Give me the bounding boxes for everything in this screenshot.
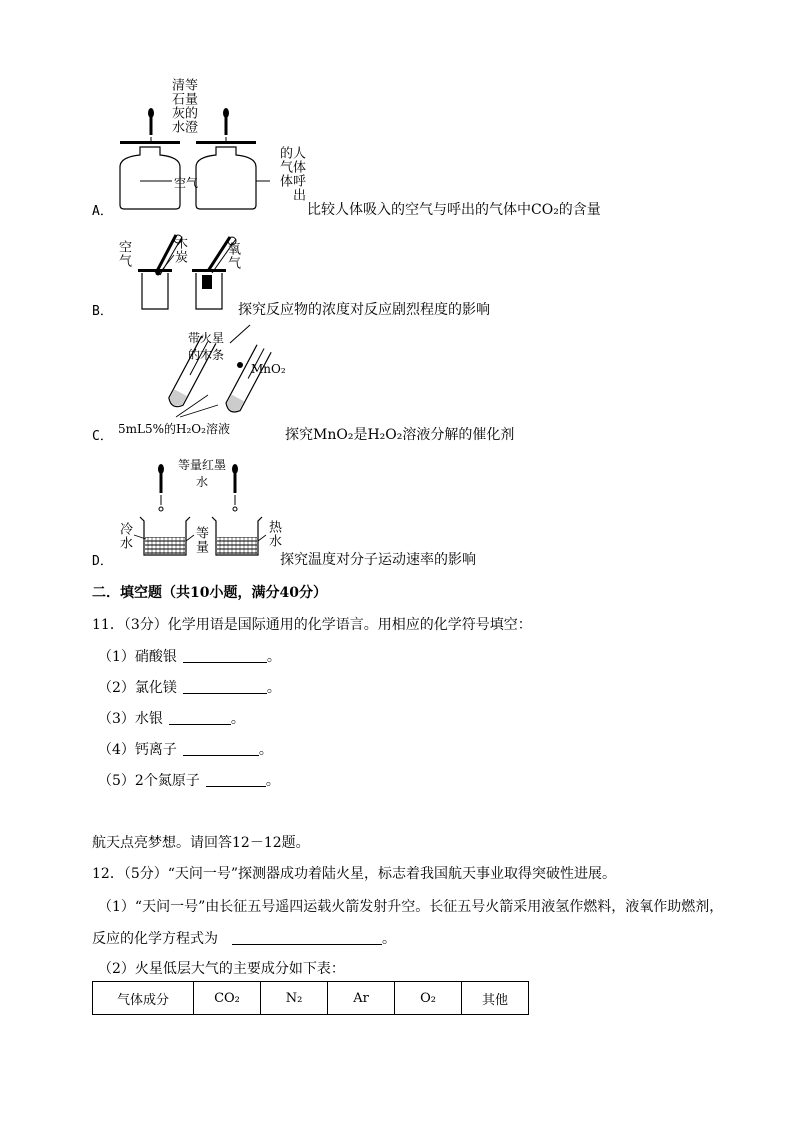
table-header: N₂ [261, 982, 328, 1015]
option-letter: C． [92, 429, 113, 444]
q12-part-2: （2）火星低层大气的主要成分如下表： [98, 961, 345, 977]
intro-text: 航天点亮梦想。请回答12－12题。 [92, 835, 310, 851]
option-caption: 探究反应物的浓度对反应剧烈程度的影响 [238, 302, 490, 318]
dropper-left [158, 464, 164, 511]
answer-blank[interactable] [206, 772, 266, 787]
label-splint: 带火星的木条 [188, 331, 225, 362]
option-letter: A． [92, 204, 113, 219]
option-caption: 比较人体吸入的空气与呼出的气体中CO₂的含量 [307, 202, 601, 218]
q11-item-5: （5）2个氮原子 。 [98, 773, 280, 789]
table-header: O₂ [395, 982, 462, 1015]
label-equal: 等量 [193, 526, 208, 554]
table-header: 气体成分 [93, 982, 194, 1015]
q12-part-1-cont: 反应的化学方程式为 。 [92, 931, 396, 947]
question-12-stem: 12．（5分）“天问一号”探测器成功着陆火星，标志着我国航天事业取得突破性进展。 [92, 866, 617, 882]
bottle-right [196, 147, 256, 209]
figure-c [160, 335, 310, 425]
table-header: CO₂ [194, 982, 261, 1015]
bottle-left [120, 147, 180, 209]
label-charcoal: 木炭 [172, 236, 187, 264]
atmosphere-table [92, 981, 529, 1015]
label-top: 等量的澄清石灰水 [169, 78, 197, 134]
section-title: 二．填空题（共10小题，满分40分） [92, 585, 327, 601]
table-header: 其他 [462, 982, 529, 1015]
label-oxygen: 氧气 [225, 242, 240, 270]
option-caption: 探究温度对分子运动速率的影响 [280, 552, 476, 568]
dropper-left [148, 108, 154, 143]
q11-item-2: （2）氯化镁 。 [98, 680, 281, 696]
answer-blank[interactable] [183, 648, 267, 663]
question-11-stem: 11．（3分）化学用语是国际通用的化学语言。用相应的化学符号填空： [92, 617, 532, 633]
option-caption: 探究MnO₂是H₂O₂溶液分解的催化剂 [285, 427, 515, 443]
label-exhaled: 人体呼出的气体 [277, 146, 305, 202]
label-red-ink: 等量红墨水 [178, 458, 227, 489]
label-solution: 5mL5%的H₂O₂溶液 [118, 422, 230, 436]
label-cold: 冷水 [117, 522, 132, 550]
label-hot: 热水 [266, 520, 281, 548]
q12-part-1: （1）“天问一号”由长征五号遥四运载火箭发射升空。长征五号火箭采用液氢作燃料，液氧作助燃剂， [98, 899, 724, 915]
label-mno2: MnO₂ [251, 362, 286, 376]
answer-blank[interactable] [183, 741, 259, 756]
dropper-right [223, 108, 229, 143]
option-letter: D． [92, 554, 113, 569]
label-air: 空气 [174, 176, 199, 190]
table-header: Ar [328, 982, 395, 1015]
answer-blank[interactable] [232, 930, 382, 945]
option-letter: B． [92, 304, 113, 319]
q11-item-3: （3）水银 。 [98, 711, 245, 727]
answer-blank[interactable] [183, 679, 267, 694]
q11-item-4: （4）钙离子 。 [98, 742, 273, 758]
q11-item-1: （1）硝酸银 。 [98, 649, 281, 665]
label-air: 空气 [116, 240, 131, 268]
table-row [93, 982, 529, 1015]
answer-blank[interactable] [169, 710, 231, 725]
dropper-right [232, 464, 238, 511]
